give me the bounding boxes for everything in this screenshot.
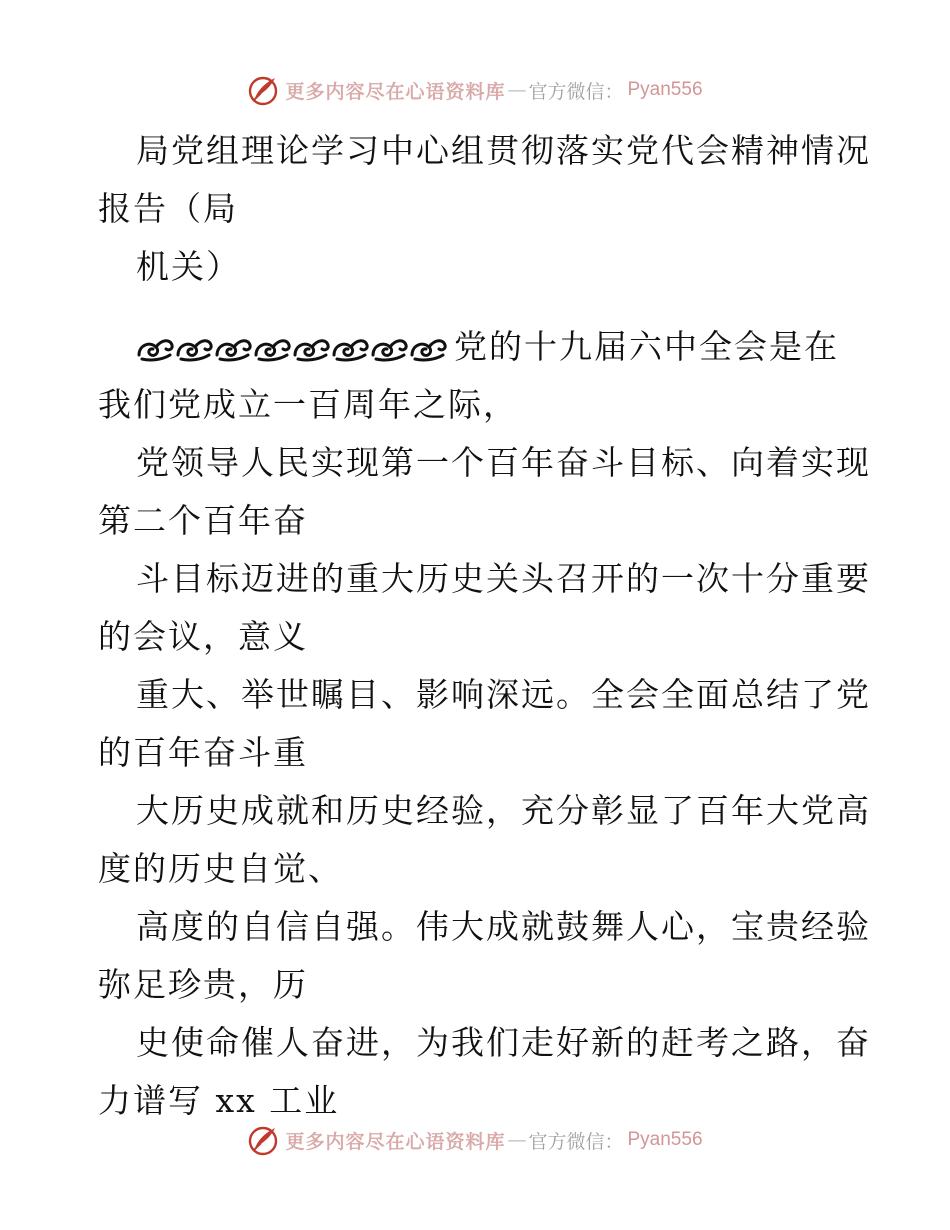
swirl-ornament-icon <box>139 341 172 360</box>
swirl-ornament-icon <box>178 341 211 360</box>
banner-wechat-id: Pyan556 <box>627 79 703 100</box>
document-title-line-3: 机关） <box>136 247 241 286</box>
paragraph-line-text: 党的十九届六中全会是在 <box>454 327 839 366</box>
banner-wechat-label: 官方微信： <box>528 1130 624 1153</box>
footer-watermark-banner <box>0 1120 950 1160</box>
paragraph-line: 度的历史自觉、 <box>98 849 343 888</box>
swirl-ornament-icon <box>334 341 367 360</box>
banner-text: 更多内容尽在心语资料库 <box>285 1130 506 1153</box>
document-title-line-2: 报告（局 <box>98 189 238 228</box>
banner-wechat-label: 官方微信： <box>528 80 624 103</box>
paragraph-line <box>98 318 858 376</box>
swirl-ornament-icon <box>217 341 250 360</box>
header-watermark-banner <box>0 70 950 110</box>
banner-dash: — <box>507 79 527 101</box>
swirl-ornament-icon <box>412 341 445 360</box>
paragraph-line: 的会议，意义 <box>98 617 308 656</box>
paragraph-line: 斗目标迈进的重大历史关头召开的一次十分重要 <box>136 559 871 598</box>
paragraph-line: 我们党成立一百周年之际， <box>98 385 518 424</box>
document-title-line-1: 局党组理论学习中心组贯彻落实党代会精神情况 <box>136 131 871 170</box>
paragraph-line: 史使命催人奋进，为我们走好新的赶考之路，奋 <box>136 1023 871 1062</box>
paragraph-line: 弥足珍贵，历 <box>98 965 308 1004</box>
paragraph-line: 大历史成就和历史经验，充分彰显了百年大党高 <box>136 791 871 830</box>
paragraph-line: 第二个百年奋 <box>98 501 308 540</box>
banner-dash: — <box>507 1129 527 1151</box>
paragraph-line: 力谱写 xx 工业 <box>98 1081 340 1120</box>
swirl-ornament-icon <box>295 341 328 360</box>
banner-text: 更多内容尽在心语资料库 <box>285 80 506 103</box>
swirl-ornament-icon <box>373 341 406 360</box>
swirl-ornament-icon <box>256 341 289 360</box>
paragraph-line: 党领导人民实现第一个百年奋斗目标、向着实现 <box>136 443 871 482</box>
paragraph-line: 重大、举世瞩目、影响深远。全会全面总结了党 <box>136 675 871 714</box>
swirl-ornament-row <box>136 333 452 365</box>
banner-wechat-id: Pyan556 <box>627 1129 703 1150</box>
paragraph-line: 高度的自信自强。伟大成就鼓舞人心，宝贵经验 <box>136 907 871 946</box>
feather-quill-logo-icon <box>247 74 279 106</box>
document-body <box>98 122 871 1130</box>
paragraph-line: 的百年奋斗重 <box>98 733 308 772</box>
feather-quill-logo-icon <box>247 1124 279 1156</box>
